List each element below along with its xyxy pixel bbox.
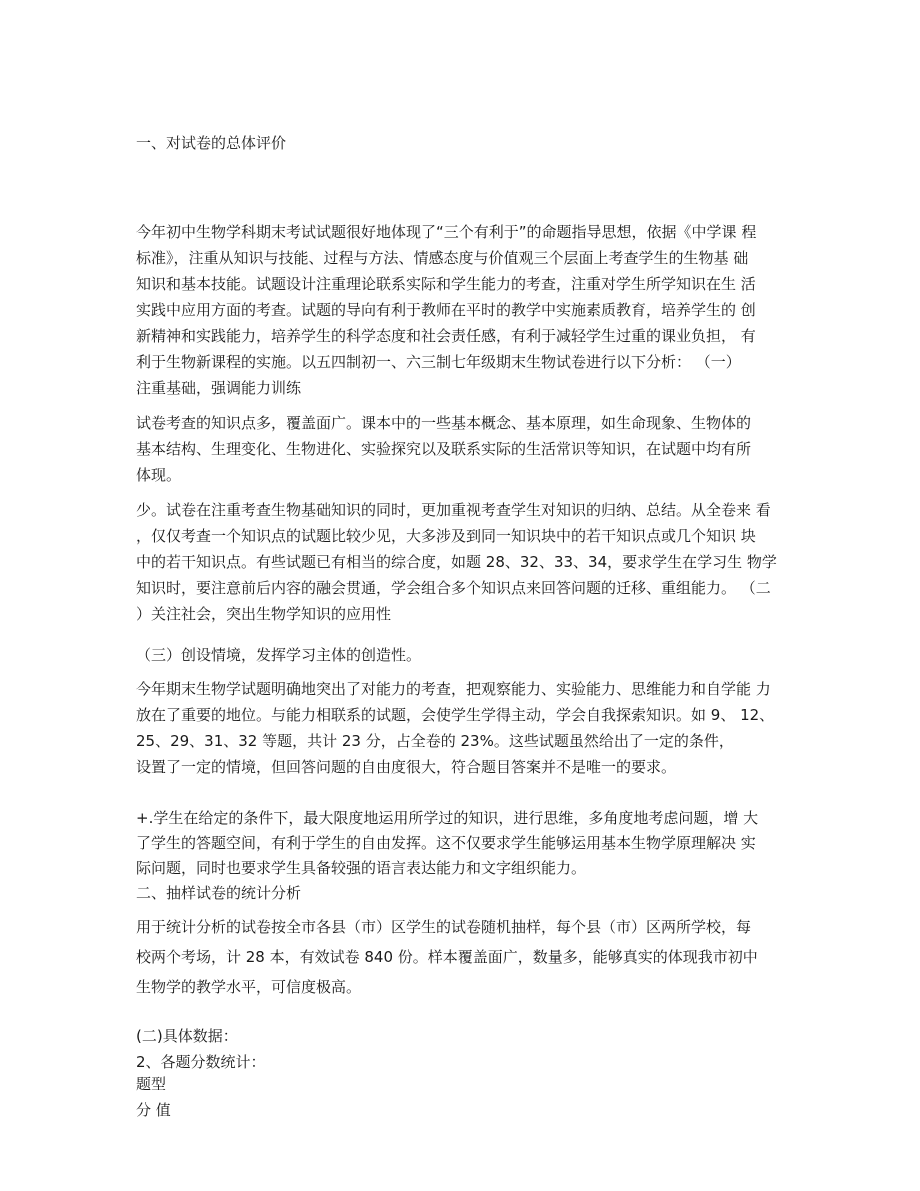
knowledge-paragraph: 试卷考查的知识点多，覆盖面广。课本中的一些基本概念、基本原理，如生命现象、生物体的 基本结构、生理变化、生物进化、实验探究以及联系实际的生活常识等知识，在试题中均有所 体现。 — [136, 414, 752, 484]
section2-heading: 二、抽样试卷的统计分析 — [136, 884, 302, 902]
subsection2-heading: (二)具体数据： — [136, 1027, 238, 1045]
question-type-label: 题型 — [136, 1075, 167, 1093]
section1-heading: 一、对试卷的总体评价 — [136, 134, 287, 152]
score-stats-item: 2、各题分数统计： — [136, 1053, 266, 1071]
integration-paragraph: 少。试卷在注重考查生物基础知识的同时，更加重视考查学生对知识的归纳、总结。从全卷来 看 ，仅仅考查一个知识点的试题比较少见，大多涉及到同一知识块中的若干知识点或几个知识 块 中的若干知识点。有些试题已有相当的综合度，如题 28、32、33、34，要求学生在学习生 物学 知识时，要注意前后内容的融会贯通，学会组合多个知识点来回答问题的迁移、重组能力。 （二 ）关注社会，突出生物学知识的应用性 — [136, 501, 777, 623]
score-value-label: 分 值 — [136, 1101, 171, 1119]
intro-paragraph: 今年初中生物学科期末考试试题很好地体现了“三个有利于”的命题指导思想，依据《中学课 程 标准》，注重从知识与技能、过程与方法、情感态度与价值观三个层面上考查学生的生物基 础 知识和基本技能。试题设计注重理论联系实际和学生能力的考查，注重对学生所学知识在生 活 实践中应用方面的考查。试题的导向有利于教师在平时的教学中实施素质教育，培养学生的 创 新精神和实践能力，培养学生的科学态度和社会责任感，有利于减轻学生过重的课业负担， 有 利于生物新课程的实施。以五四制初一、六三制七年级期末生物试卷进行以下分析： （一） 注重基础，强调能力训练 — [136, 223, 757, 397]
subsection3-heading: （三）创设情境，发挥学习主体的创造性。 — [136, 646, 422, 664]
sample-paragraph: 用于统计分析的试卷按全市各县（市）区学生的试卷随机抽样，每个县（市）区两所学校，每 校两个考场，计 28 本，有效试卷 840 份。样本覆盖面广，数量多，能够真实的体现我市初中 生物学的教学水平，可信度极高。 — [136, 918, 758, 996]
answer-space-paragraph: +.学生在给定的条件下，最大限度地运用所学过的知识，进行思维，多角度地考虑问题，增 大 了学生的答题空间，有利于学生的自由发挥。这不仅要求学生能够运用基本生物学原理解决 实 际问题，同时也要求学生具备较强的语言表达能力和文字组织能力。 — [136, 809, 759, 877]
ability-paragraph: 今年期末生物学试题明确地突出了对能力的考查，把观察能力、实验能力、思维能力和自学能 力 放在了重要的地位。与能力相联系的试题，会使学生学得主动，学会自我探索知识。如 9、 12、 25、29、31、32 等题，共计 23 分，占全卷的 23%。这些试题虽然给出了一定的条件， 设置了一定的情境，但回答问题的自由度很大，符合题目答案并不是唯一的要求。 — [136, 680, 775, 776]
